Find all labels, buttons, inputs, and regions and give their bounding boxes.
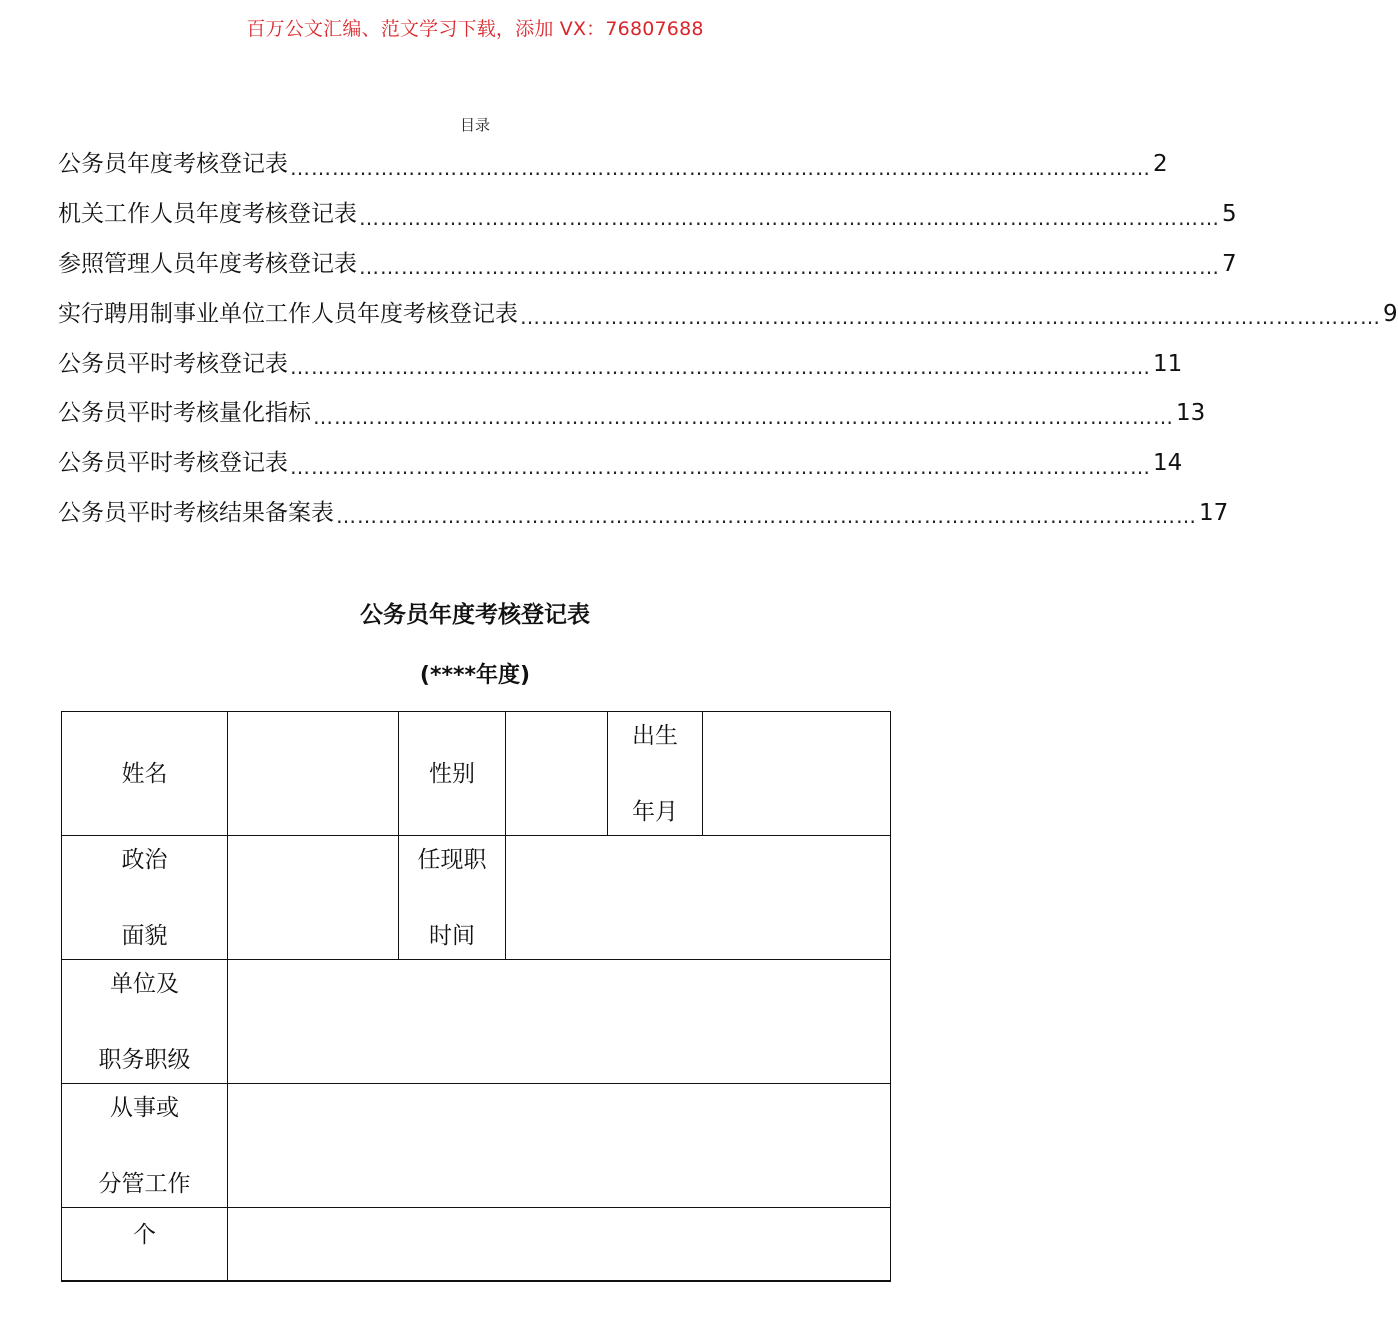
label-birth [608, 712, 703, 836]
toc-leader-dots: …………………………………………………………………………………………………………… [359, 205, 1220, 230]
gender-input-cell[interactable] [506, 712, 608, 836]
toc-leader-dots: …………………………………………………………………………………………………………… [290, 454, 1151, 479]
label-personal [62, 1208, 228, 1281]
toc-leader-dots: …………………………………………………………………………………………………………… [359, 255, 1220, 280]
toc-entry-page: 14 [1153, 450, 1183, 477]
toc-entry[interactable] [58, 190, 1237, 240]
toc-leader-dots: …………………………………………………………………………………………………………… [336, 504, 1197, 529]
label-birth-line2: 年月 [632, 798, 678, 825]
toc-entry-label: 公务员平时考核结果备案表 [58, 499, 334, 526]
form-row-basic-info [62, 712, 891, 836]
unit-input-cell[interactable] [228, 960, 891, 1084]
toc-entry[interactable] [58, 439, 1183, 489]
toc-entry[interactable] [58, 140, 1168, 190]
label-political-line2: 面貌 [121, 922, 168, 949]
toc-title: 目录 [459, 116, 490, 134]
toc-entry-label: 机关工作人员年度考核登记表 [58, 201, 357, 228]
toc-entry-label: 公务员平时考核登记表 [58, 450, 288, 477]
toc-entry[interactable] [58, 389, 1206, 439]
toc-leader-dots: …………………………………………………………………………………………………………… [290, 355, 1151, 380]
table-of-contents [58, 140, 1398, 538]
toc-entry-label: 实行聘用制事业单位工作人员年度考核登记表 [58, 300, 518, 327]
watermark-banner: 百万公文汇编、范文学习下载，添加 VX：76807688 [246, 18, 704, 40]
toc-entry[interactable] [58, 339, 1183, 389]
label-name [62, 712, 228, 836]
label-position-time-line2: 时间 [429, 922, 475, 949]
form-row-personal [62, 1208, 891, 1281]
toc-entry-page: 5 [1222, 201, 1237, 228]
toc-entry[interactable] [58, 489, 1229, 539]
label-gender-text: 性别 [429, 760, 475, 787]
label-unit-line2: 职务职级 [98, 1046, 191, 1073]
label-political-status [62, 836, 228, 960]
toc-entry-page: 9 [1383, 300, 1398, 327]
toc-entry-page: 11 [1153, 350, 1183, 377]
toc-leader-dots: …………………………………………………………………………………………………………… [313, 404, 1174, 429]
personal-input-cell[interactable] [228, 1208, 891, 1281]
political-input-cell[interactable] [228, 836, 399, 960]
label-position-time-line1: 任现职 [417, 847, 487, 873]
form-subtitle: (****年度) [419, 663, 531, 688]
toc-entry-label: 公务员平时考核量化指标 [58, 400, 311, 427]
toc-entry[interactable] [58, 240, 1237, 290]
toc-entry[interactable] [58, 289, 1398, 339]
toc-leader-dots: …………………………………………………………………………………………………………… [290, 155, 1151, 180]
label-position-time [399, 836, 506, 960]
toc-leader-dots: …………………………………………………………………………………………………………… [520, 305, 1381, 330]
label-unit-and-rank [62, 960, 228, 1084]
assessment-form-table [61, 711, 891, 1282]
form-row-unit [62, 960, 891, 1084]
label-personal-text: 个 [133, 1222, 156, 1248]
toc-entry-label: 参照管理人员年度考核登记表 [58, 250, 357, 277]
toc-entry-page: 17 [1199, 499, 1229, 526]
label-gender [399, 712, 506, 836]
toc-entry-page: 13 [1176, 400, 1206, 427]
toc-entry-label: 公务员平时考核登记表 [58, 350, 288, 377]
label-unit-line1: 单位及 [110, 971, 179, 997]
form-title: 公务员年度考核登记表 [360, 602, 590, 628]
label-work-line2: 分管工作 [98, 1170, 191, 1197]
position-time-input-cell[interactable] [506, 836, 891, 960]
toc-entry-page: 2 [1153, 151, 1168, 178]
toc-entry-label: 公务员年度考核登记表 [58, 151, 288, 178]
birth-input-cell[interactable] [703, 712, 891, 836]
label-work-line1: 从事或 [110, 1095, 179, 1121]
label-name-text: 姓名 [121, 760, 168, 787]
form-row-political [62, 836, 891, 960]
form-row-work [62, 1084, 891, 1208]
toc-entry-page: 7 [1222, 250, 1237, 277]
work-input-cell[interactable] [228, 1084, 891, 1208]
label-birth-line1: 出生 [632, 723, 678, 749]
label-political-line1: 政治 [121, 847, 168, 873]
name-input-cell[interactable] [228, 712, 399, 836]
label-work-area [62, 1084, 228, 1208]
